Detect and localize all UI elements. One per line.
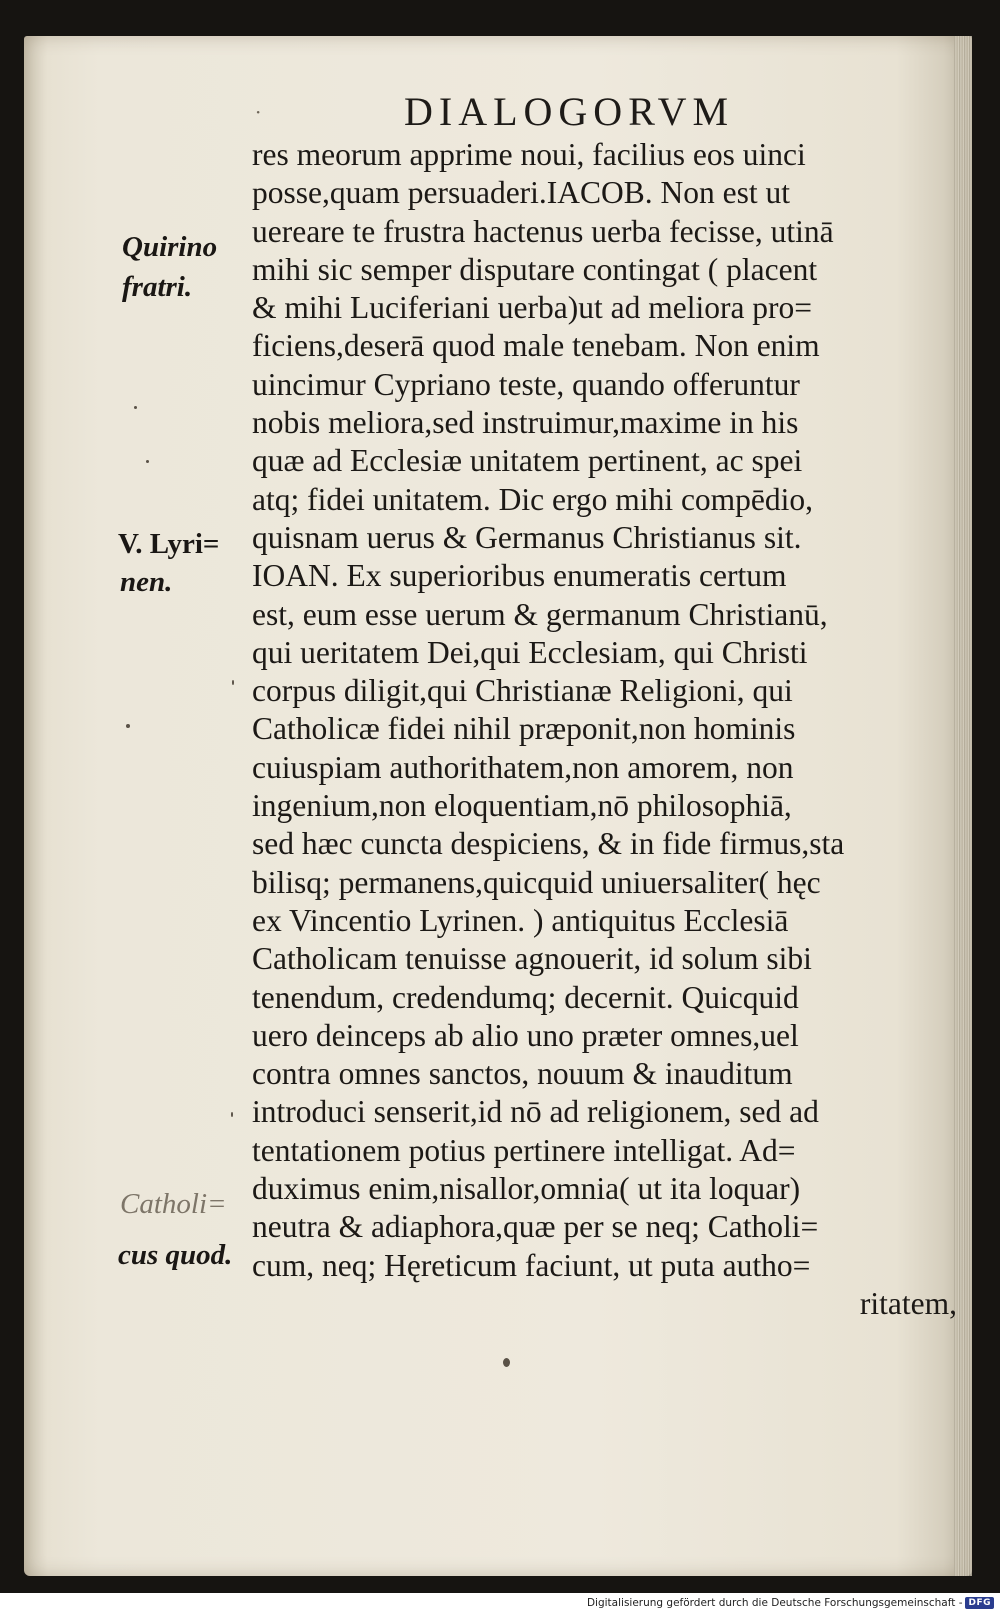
dfg-logo: DFG	[965, 1597, 994, 1609]
marginal-note: V. Lyri=	[118, 528, 220, 560]
marginal-note: cus quod.	[118, 1239, 233, 1271]
paper-speck	[232, 680, 234, 685]
text-line: tenendum, credendumq; decernit. Quicquid	[252, 979, 799, 1015]
text-line: ficiens,deserā quod male tenebam. Non enim	[252, 328, 820, 364]
credit-text: Digitalisierung gefördert durch die Deutsche Forschungsgemeinschaft -	[586, 1597, 963, 1609]
text-line: atq; fidei unitatem. Dic ergo mihi compēdio,	[252, 481, 814, 517]
text-line: cum, neq; Hęreticum faciunt, ut puta autho=	[252, 1247, 811, 1283]
text-line: Catholicæ fidei nihil præponit,non hominis	[252, 711, 796, 747]
text-line: quæ ad Ecclesiæ unitatem pertinent, ac spei	[252, 443, 803, 479]
text-line: introduci senserit,id nō ad religionem, sed ad	[252, 1094, 819, 1130]
text-line: res meorum apprime noui, facilius eos uinci	[252, 137, 806, 172]
text-line: uincimur Cypriano teste, quando offeruntur	[252, 366, 800, 402]
text-line: cuiuspiam authorithatem,non amorem, non	[252, 749, 794, 785]
paper-speck	[134, 406, 137, 409]
text-line: bilisq; permanens,quicquid uniuersaliter( hęc	[252, 864, 821, 900]
text-line: nobis meliora,sed instruimur,maxime in his	[252, 405, 799, 441]
text-line: sed hæc cuncta despiciens, & in fide firmus,sta	[252, 826, 845, 862]
running-head: DIALOGORVM	[404, 89, 735, 134]
body-text	[252, 136, 972, 1323]
text-line: ex Vincentio Lyrinen. ) antiquitus Ecclesiā	[252, 902, 789, 938]
text-line: uero deinceps ab alio uno præter omnes,uel	[252, 1017, 799, 1053]
text-line: est, eum esse uerum & germanum Christianū,	[252, 596, 828, 632]
marginal-note: Catholi=	[120, 1188, 227, 1220]
folio-mark: ·	[255, 100, 262, 124]
text-line: quisnam uerus & Germanus Christianus sit.	[252, 519, 802, 555]
paper-speck	[503, 1358, 510, 1367]
text-line: & mihi Luciferiani uerba)ut ad meliora pro=	[252, 290, 813, 326]
paper-speck	[231, 1112, 233, 1117]
marginal-note: fratri.	[122, 271, 193, 303]
paper-speck	[126, 724, 130, 728]
text-line: Catholicam tenuisse agnouerit, id solum sibi	[252, 941, 812, 977]
text-line: uereare te frustra hactenus uerba fecisse, utinā	[252, 213, 834, 249]
text-line: qui ueritatem Dei,qui Ecclesiam, qui Christi	[252, 634, 808, 670]
text-line: mihi sic semper disputare contingat ( placent	[252, 251, 818, 287]
text-line: corpus diligit,qui Christianæ Religioni, qui	[252, 673, 793, 709]
text-line: tentationem potius pertinere intelligat. Ad=	[252, 1132, 796, 1168]
paper-speck	[146, 460, 149, 463]
digitization-credit	[587, 1597, 994, 1609]
text-line: posse,quam persuaderi.IACOB. Non est ut	[252, 175, 791, 211]
marginal-note: nen.	[120, 566, 173, 598]
catchword: ritatem,	[859, 1285, 957, 1321]
text-line: duximus enim,nisallor,omnia( ut ita loquar)	[252, 1171, 801, 1207]
text-line: neutra & adiaphora,quæ per se neq; Catholi=	[252, 1209, 819, 1245]
text-line: ingenium,non eloquentiam,nō philosophiā,	[252, 788, 792, 824]
text-line: IOAN. Ex superioribus enumeratis certum	[252, 558, 787, 594]
text-line: contra omnes sanctos, nouum & inauditum	[252, 1056, 793, 1092]
marginal-note: Quirino	[122, 231, 218, 263]
